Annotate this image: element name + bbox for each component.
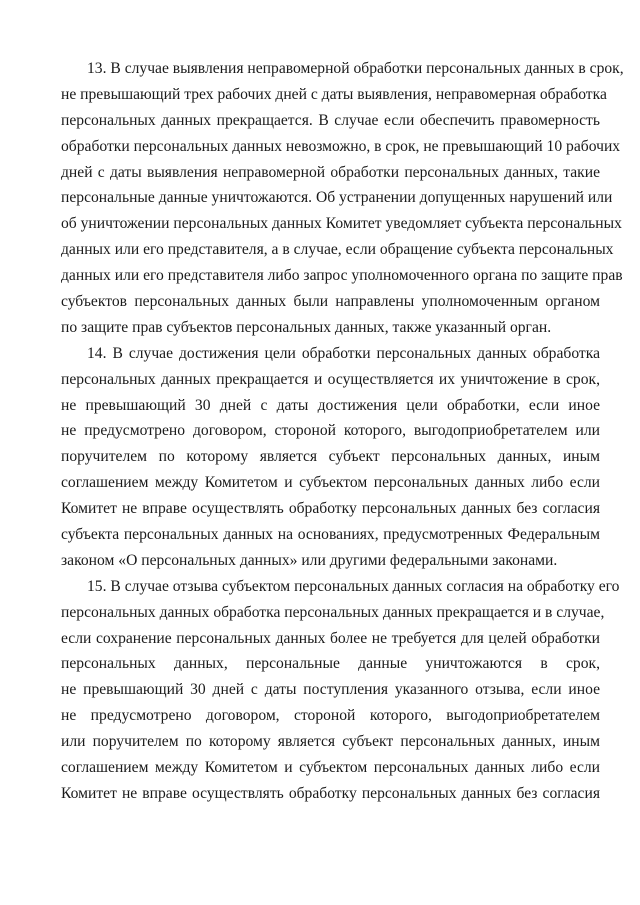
text-line: Комитет не вправе осуществлять обработку персональных данных без согласия [61,784,600,802]
text-line: не превышающий 30 дней с даты достижения цели обработки, если иное [61,396,600,414]
paragraph-14 [61,341,600,574]
text-line: субъекта персональных данных на основаниях, предусмотренных Федеральным [61,526,600,544]
text-line: не превышающий трех рабочих дней с даты выявления, неправомерная обработка [61,85,607,103]
text-line: по защите прав субъектов персональных данных, также указанный орган. [61,318,552,336]
text-line: персональных данных обработка персональных данных прекращается и в случае, [61,603,605,621]
text-line: соглашением между Комитетом и субъектом персональных данных либо если [61,474,600,492]
text-line: или поручителем по которому является субъект персональных данных, иным [61,733,600,751]
text-line: дней с даты выявления неправомерной обработки персональных данных, такие [61,163,600,181]
text-line: не предусмотрено договором, стороной которого, выгодоприобретателем [61,707,600,725]
text-line: данных или его представителя, а в случае, если обращение субъекта персональных [61,241,614,259]
text-line: об уничтожении персональных данных Комитет уведомляет субъекта персональных [61,215,622,233]
paragraph-15 [61,574,620,807]
text-line: соглашением между Комитетом и субъектом персональных данных либо если [61,759,600,777]
text-line: персональных данных прекращается и осуществляется их уничтожение в срок, [61,370,600,388]
text-line: 15. В случае отзыва субъектом персональных данных согласия на обработку его [87,577,620,595]
text-line: персональных данных прекращается. В случае если обеспечить правомерность [61,111,600,129]
text-line: обработки персональных данных невозможно, в срок, не превышающий 10 рабочих [61,137,621,155]
text-line: законом «О персональных данных» или другими федеральными законами. [61,551,558,569]
text-line: 14. В случае достижения цели обработки персональных данных обработка [87,344,600,362]
text-line: персональные данные уничтожаются. Об устранении допущенных нарушений или [61,189,613,207]
text-line: 13. В случае выявления неправомерной обработки персональных данных в срок, [87,60,624,77]
document-body [61,56,624,807]
text-line: не предусмотрено договором, стороной которого, выгодоприобретателем или [61,422,600,440]
text-line: Комитет не вправе осуществлять обработку персональных данных без согласия [61,500,600,518]
text-line: данных или его представителя либо запрос уполномоченного органа по защите прав [61,267,623,285]
text-line: поручителем по которому является субъект персональных данных, иным [61,448,600,466]
text-line: субъектов персональных данных были направлены уполномоченным органом [61,293,600,311]
text-line: если сохранение персональных данных более не требуется для целей обработки [61,629,600,647]
paragraph-13 [61,56,624,341]
text-line: персональных данных, персональные данные уничтожаются в срок, [61,655,600,673]
text-line: не превышающий 30 дней с даты поступления указанного отзыва, если иное [61,681,600,699]
